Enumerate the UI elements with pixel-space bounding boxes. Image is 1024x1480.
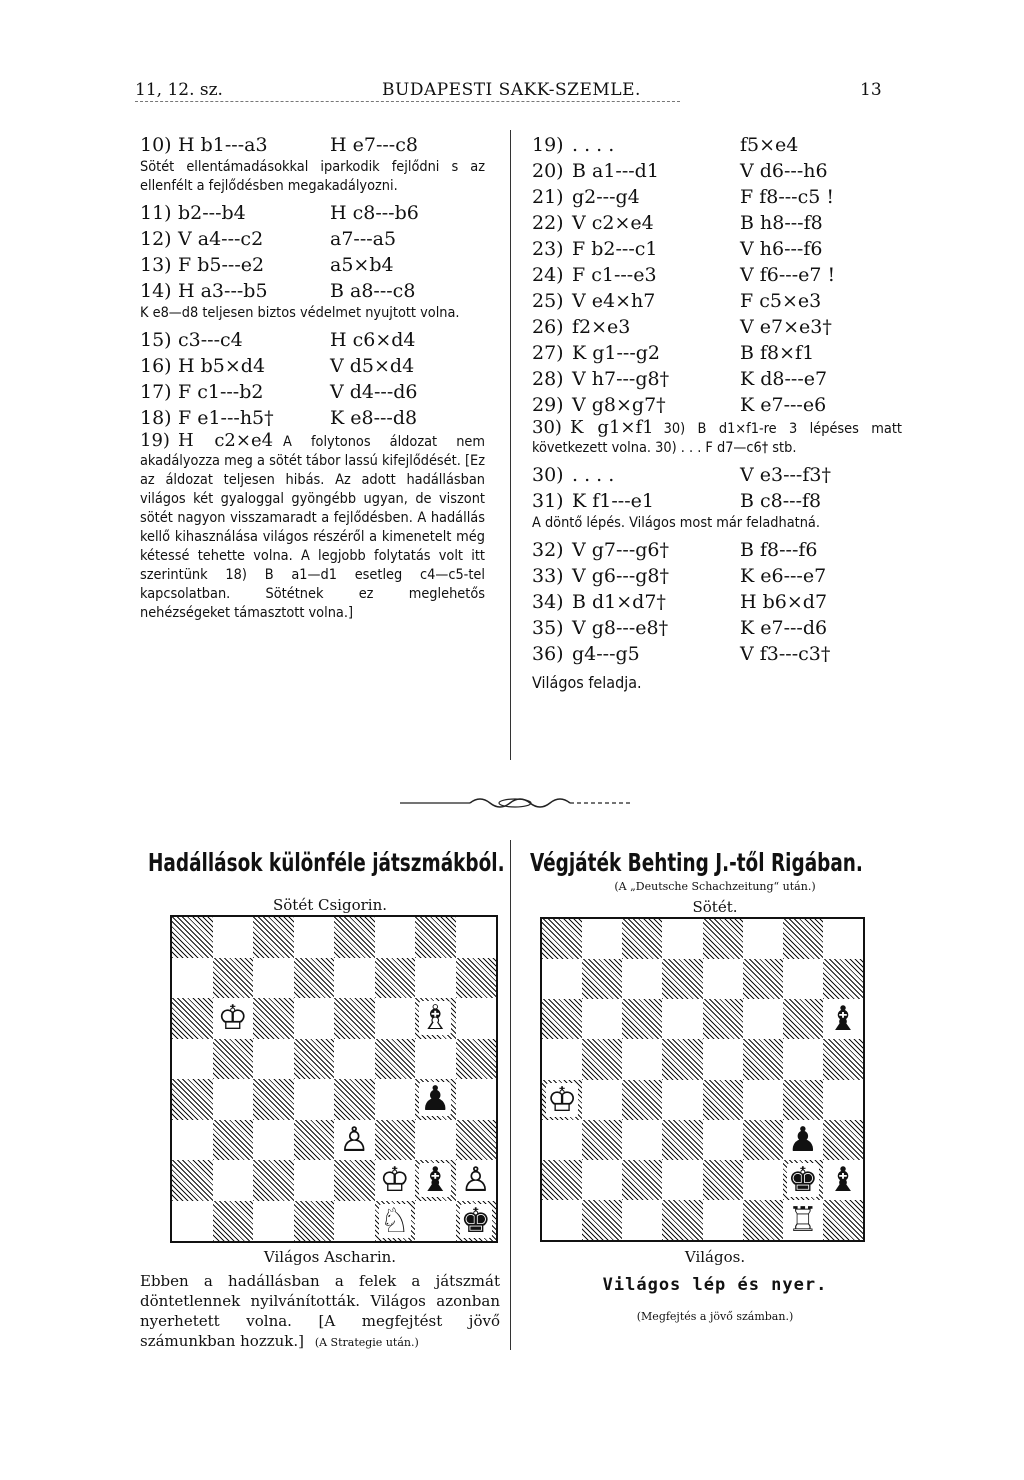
right-column [532,132,902,696]
square-h5 [456,1039,497,1080]
square-a1 [172,1201,213,1242]
chess-piece-icon: ♔ [546,1079,578,1120]
square-c2 [622,1160,662,1200]
square-b8 [213,917,254,958]
square-g5 [783,1039,823,1079]
square-h7 [456,958,497,999]
square-f3 [375,1120,416,1161]
square-b4 [213,1079,254,1120]
header-rule [135,101,680,102]
square-b7 [213,958,254,999]
move-row [140,405,485,431]
right-diagram-title: Végjáték Behting J.-től Rigában. [530,848,863,877]
move-comment: A folytonos áldozat nem akadályozza meg a sötét tábor lassú kifejlődését. [Ez az áldozat teljesen hibás. Az adott hadállásban világos két gyaloggal gyöngébb ugyan, de viszont sötét nagyon visszamaradt a fejlődésben. A hadállás kellő kihasználása világos részéről a kimenetelt még kétessé tehette volna. A legjobb folytatás volt itt szerintünk 18) B a1—d1 esetleg c4—c5-tel kapcsolatban. Sötétnek ez meglehetős nehézségeket támasztott volna.] [140,434,485,621]
white-move: f2×e3 [572,316,631,338]
move-number: 13) [140,254,172,276]
square-b1 [213,1201,254,1242]
square-g3 [783,1120,823,1160]
square-b2 [582,1160,622,1200]
right-diagram-top-caption: Sötét. [692,898,738,916]
square-a7 [542,959,582,999]
white-move: V c2×e4 [572,212,654,234]
square-e6 [703,999,743,1039]
move-row [532,392,902,418]
white-move: F c1---b2 [178,381,264,403]
black-move: K e7---e6 [740,394,827,416]
square-a4 [542,1080,582,1120]
square-d3 [662,1120,702,1160]
chess-piece-icon: ♝ [827,1159,859,1200]
move-number: 19) [140,430,170,451]
square-d2 [662,1160,702,1200]
square-a2 [542,1160,582,1200]
black-move: H b6×d7 [740,591,828,613]
square-c6 [622,999,662,1039]
move-row [532,314,902,340]
square-h8 [456,917,497,958]
square-b6 [213,998,254,1039]
square-c1 [622,1200,662,1240]
white-move: V a4---c2 [178,228,264,250]
white-move: V g8×g7† [572,394,666,416]
square-h6 [823,999,863,1039]
move-number: 10) [140,134,172,156]
square-d3 [294,1120,335,1161]
square-e2 [334,1160,375,1201]
square-g8 [415,917,456,958]
right-diagram-bottom-caption: Világos. [684,1248,746,1266]
move-row [532,262,902,288]
move-row [532,288,902,314]
square-h1 [823,1200,863,1240]
left-diagram-note [140,1271,500,1353]
journal-title: BUDAPESTI SAKK-SZEMLE. [382,80,641,100]
black-move: V f6---e7 ! [740,264,836,286]
square-a6 [542,999,582,1039]
white-move: H b5×d4 [178,355,266,377]
move-number: 31) [532,490,564,512]
move-row [532,615,902,641]
square-e2 [703,1160,743,1200]
square-f5 [375,1039,416,1080]
move-number: 22) [532,212,564,234]
move-number: 30) [532,417,562,438]
white-move: g4---g5 [572,643,640,665]
move-number: 26) [532,316,564,338]
square-f4 [375,1079,416,1120]
black-move: B a8---c8 [330,280,416,302]
move-row [140,278,485,304]
white-move: H c2×e4 [177,430,274,451]
black-move: V d4---d6 [330,381,418,403]
square-d5 [294,1039,335,1080]
square-d8 [662,919,702,959]
black-move: F c5×e3 [740,290,822,312]
white-move: H b1---a3 [178,134,268,156]
square-e4 [334,1079,375,1120]
square-h4 [823,1080,863,1120]
square-d6 [662,999,702,1039]
move-row [140,327,485,353]
chess-piece-icon: ♘ [379,1200,410,1241]
square-f7 [375,958,416,999]
black-move: H c6×d4 [330,329,416,351]
square-b3 [213,1120,254,1161]
square-g4 [415,1079,456,1120]
square-h3 [823,1120,863,1160]
white-move: V g6---g8† [572,565,670,587]
issue-number: 11, 12. sz. [135,80,223,100]
chess-piece-icon: ♔ [217,998,248,1039]
square-c8 [253,917,294,958]
move-row [532,340,902,366]
square-f6 [743,999,783,1039]
square-g1 [783,1200,823,1240]
square-c3 [253,1120,294,1161]
square-f6 [375,998,416,1039]
square-d7 [662,959,702,999]
move-row [140,200,485,226]
white-move: F e1---h5† [178,407,274,429]
move-number: 33) [532,565,564,587]
page-number: 13 [860,80,882,100]
move-row [532,132,902,158]
black-move: f5×e4 [740,134,799,156]
square-b1 [582,1200,622,1240]
black-move: B f8---f6 [740,539,818,561]
square-e7 [703,959,743,999]
white-move: V g8---e8† [572,617,669,639]
move-number: 30) [532,464,564,486]
black-move: a5×b4 [330,254,394,276]
square-a8 [172,917,213,958]
square-g8 [783,919,823,959]
left-chessboard [170,915,498,1243]
chess-piece-icon: ♚ [787,1159,819,1200]
left-diagram-source: (A Strategie után.) [314,1336,419,1349]
square-c2 [253,1160,294,1201]
square-c3 [622,1120,662,1160]
move-number: 24) [532,264,564,286]
square-c1 [253,1201,294,1242]
move-comment: 30) B d1×f1-re 3 lépéses matt következett volna. 30) . . . F d7—c6† stb. [532,421,902,456]
ornament-divider [400,793,630,813]
move-row [532,488,902,514]
annotation: Sötét ellentámadásokkal iparkodik fejlődni s az ellenfélt a fejlődésben megakadályozni. [140,159,485,194]
black-move: V e3---f3† [740,464,831,486]
black-move: B c8---f8 [740,490,822,512]
white-move: c3---c4 [178,329,243,351]
square-b6 [582,999,622,1039]
square-d8 [294,917,335,958]
square-a1 [542,1200,582,1240]
square-c4 [622,1080,662,1120]
white-move: K g1---g2 [572,342,660,364]
square-d1 [662,1200,702,1240]
move-row [140,353,485,379]
chess-piece-icon: ♙ [460,1160,491,1201]
white-move: K g1×f1 [569,417,654,438]
square-e8 [334,917,375,958]
white-move: . . . . [572,464,615,486]
white-move: V h7---g8† [572,368,670,390]
move-number: 21) [532,186,564,208]
right-diagram-footnote: (Megfejtés a jövő számban.) [636,1310,794,1323]
black-move: B f8×f1 [740,342,815,364]
square-f2 [375,1160,416,1201]
move-row [532,641,902,667]
square-f7 [743,959,783,999]
square-b5 [213,1039,254,1080]
square-a2 [172,1160,213,1201]
white-move: V g7---g6† [572,539,670,561]
square-h7 [823,959,863,999]
move-number: 32) [532,539,564,561]
move-number: 20) [532,160,564,182]
move-with-comment [532,418,902,458]
move-number: 27) [532,342,564,364]
square-b5 [582,1039,622,1079]
square-h2 [456,1160,497,1201]
annotation: K e8—d8 teljesen biztos védelmet nyujtott volna. [140,305,460,321]
square-e4 [703,1080,743,1120]
black-move: K d8---e7 [740,368,828,390]
move-number: 14) [140,280,172,302]
chess-piece-icon: ♟ [787,1119,819,1160]
white-move: . . . . [572,134,615,156]
right-diagram-subtitle: (A „Deutsche Schachzeitung“ után.) [614,880,816,893]
move-row [532,537,902,563]
square-h6 [456,998,497,1039]
square-c5 [622,1039,662,1079]
square-e1 [334,1201,375,1242]
black-move: K e8---d8 [330,407,418,429]
move-row [532,210,902,236]
move-number: 18) [140,407,172,429]
move-row [532,236,902,262]
square-g7 [415,958,456,999]
chess-piece-icon: ♖ [787,1199,819,1240]
move-row [532,462,902,488]
white-move: F c1---e3 [572,264,657,286]
white-move: V e4×h7 [572,290,656,312]
move-row [532,158,902,184]
square-d7 [294,958,335,999]
square-f8 [743,919,783,959]
square-f2 [743,1160,783,1200]
square-f3 [743,1120,783,1160]
move-row [140,226,485,252]
chess-piece-icon: ♔ [379,1160,410,1201]
chess-piece-icon: ♙ [339,1119,370,1160]
black-move: K e7---d6 [740,617,828,639]
white-move: H a3---b5 [178,280,268,302]
move-row [532,589,902,615]
move-row [140,132,485,158]
square-a3 [172,1120,213,1161]
chess-piece-icon: ♟ [420,1079,451,1120]
black-move: V f3---c3† [740,643,831,665]
square-a8 [542,919,582,959]
square-b8 [582,919,622,959]
square-e5 [334,1039,375,1080]
move-number: 11) [140,202,172,224]
white-move: F b2---c1 [572,238,658,260]
square-g7 [783,959,823,999]
annotation: A döntő lépés. Világos most már feladhatná. [532,515,820,531]
column-divider [510,130,511,760]
white-move: B a1---d1 [572,160,659,182]
square-f1 [743,1200,783,1240]
diagram-divider [510,840,511,1350]
square-e6 [334,998,375,1039]
square-g3 [415,1120,456,1161]
black-move: K e6---e7 [740,565,827,587]
square-b3 [582,1120,622,1160]
square-a5 [542,1039,582,1079]
right-diagram-motto: Világos lép és nyer. [602,1275,828,1295]
move-number: 34) [532,591,564,613]
square-c7 [253,958,294,999]
square-g2 [415,1160,456,1201]
square-h4 [456,1079,497,1120]
square-c8 [622,919,662,959]
move-number: 36) [532,643,564,665]
game-result: Világos feladja. [532,673,642,692]
square-e8 [703,919,743,959]
square-a3 [542,1120,582,1160]
square-a6 [172,998,213,1039]
black-move: B h8---f8 [740,212,823,234]
square-d4 [662,1080,702,1120]
left-column [140,132,485,627]
square-a4 [172,1079,213,1120]
square-c5 [253,1039,294,1080]
black-move: a7---a5 [330,228,397,250]
black-move: V h6---f6 [740,238,823,260]
square-a7 [172,958,213,999]
move-number: 16) [140,355,172,377]
square-g5 [415,1039,456,1080]
move-number: 25) [532,290,564,312]
black-move: V d6---h6 [740,160,828,182]
chess-piece-icon: ♝ [420,1160,451,1201]
move-number: 29) [532,394,564,416]
chess-piece-icon: ♝ [827,999,859,1040]
square-e5 [703,1039,743,1079]
square-d1 [294,1201,335,1242]
left-diagram-note-text: Ebben a hadállásban a felek a játszmát döntetlennek nyilvánították. Világos azonban nyerhetett volna. [A megfejtést jövő számunkban hozzuk.] [140,1272,500,1350]
right-chessboard [540,917,865,1242]
move-row [140,252,485,278]
square-h8 [823,919,863,959]
square-c6 [253,998,294,1039]
square-a5 [172,1039,213,1080]
move-number: 17) [140,381,172,403]
chess-piece-icon: ♗ [420,998,451,1039]
move-row [532,563,902,589]
black-move: V d5×d4 [330,355,415,377]
square-f5 [743,1039,783,1079]
square-g1 [415,1201,456,1242]
black-move: V e7×e3† [740,316,832,338]
square-d2 [294,1160,335,1201]
square-c4 [253,1079,294,1120]
white-move: g2---g4 [572,186,640,208]
square-e3 [703,1120,743,1160]
white-move: b2---b4 [178,202,246,224]
move-row [532,184,902,210]
square-f1 [375,1201,416,1242]
square-g6 [783,999,823,1039]
move-number: 19) [532,134,564,156]
white-move: F b5---e2 [178,254,265,276]
move-number: 23) [532,238,564,260]
white-move: B d1×d7† [572,591,666,613]
square-h5 [823,1039,863,1079]
square-c7 [622,959,662,999]
move-row [140,379,485,405]
move-row [532,366,902,392]
move-with-comment [140,431,485,623]
left-diagram-title: Hadállások különféle játszmákból. [148,848,505,877]
square-d5 [662,1039,702,1079]
move-number: 15) [140,329,172,351]
square-f8 [375,917,416,958]
square-d6 [294,998,335,1039]
left-diagram-top-caption: Sötét Csigorin. [272,896,387,914]
square-e3 [334,1120,375,1161]
black-move: H e7---c8 [330,134,418,156]
move-number: 35) [532,617,564,639]
black-move: H c8---b6 [330,202,419,224]
black-move: F f8---c5 ! [740,186,835,208]
square-h1 [456,1201,497,1242]
square-g4 [783,1080,823,1120]
chess-piece-icon: ♚ [460,1200,491,1241]
square-f4 [743,1080,783,1120]
square-b2 [213,1160,254,1201]
square-g6 [415,998,456,1039]
white-move: K f1---e1 [572,490,654,512]
square-d4 [294,1079,335,1120]
square-e7 [334,958,375,999]
left-diagram-bottom-caption: Világos Ascharin. [263,1248,397,1266]
square-b4 [582,1080,622,1120]
square-e1 [703,1200,743,1240]
move-number: 28) [532,368,564,390]
square-b7 [582,959,622,999]
move-number: 12) [140,228,172,250]
square-h2 [823,1160,863,1200]
square-h3 [456,1120,497,1161]
square-g2 [783,1160,823,1200]
